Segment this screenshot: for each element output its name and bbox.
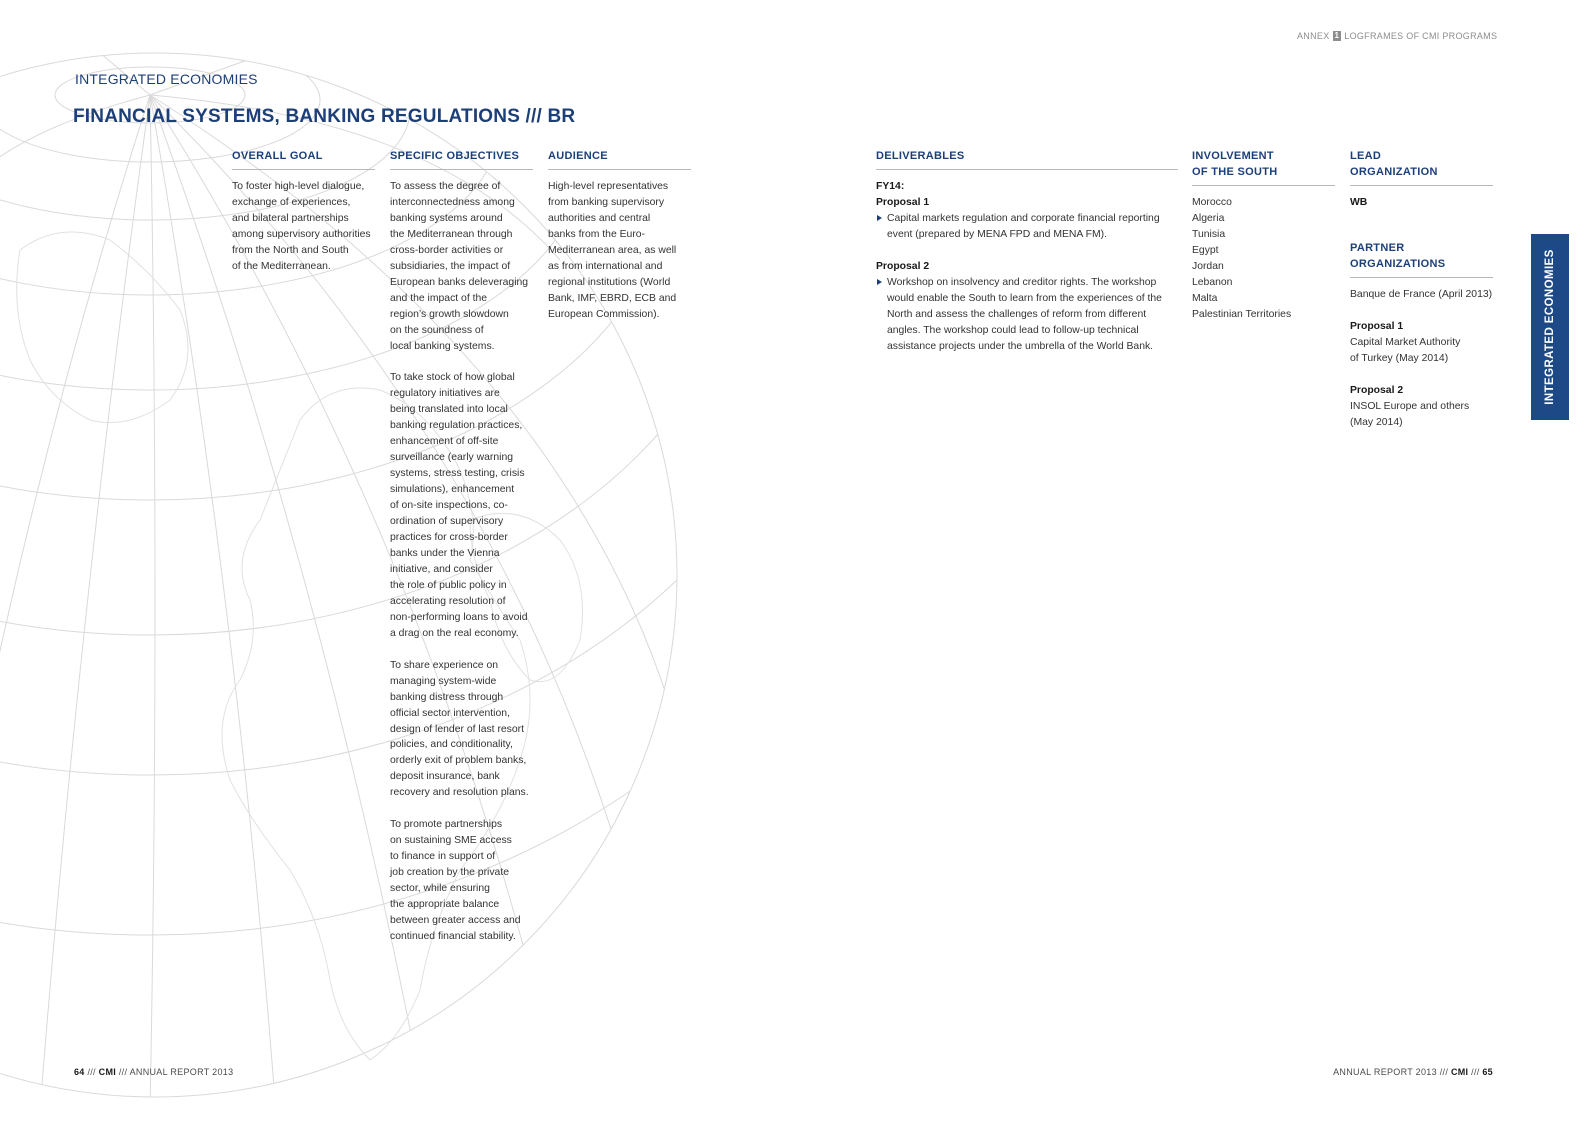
objective-line: regulatory initiatives are xyxy=(390,388,500,400)
footer-right xyxy=(1333,1067,1493,1077)
footer-page-number: 65 xyxy=(1482,1067,1493,1077)
deliverable-line: Workshop on insolvency and creditor rights. The workshop xyxy=(887,276,1157,288)
deliverable-line: angles. The workshop could lead to follow-up technical xyxy=(887,324,1139,336)
objective-line: the role of public policy in xyxy=(390,579,507,591)
country-item: Malta xyxy=(1192,292,1218,304)
objective-paragraph xyxy=(390,370,533,641)
objective-line: surveillance (early warning xyxy=(390,452,514,464)
overall-goal-line: among supervisory authorities xyxy=(232,228,371,240)
involvement-column xyxy=(1192,148,1335,323)
objective-line: and the impact of the xyxy=(390,292,488,304)
objective-line: being translated into local xyxy=(390,404,508,416)
partner-proposal-1-title: Proposal 1 xyxy=(1350,320,1404,332)
objective-paragraph xyxy=(390,179,533,354)
objective-line: ordination of supervisory xyxy=(390,516,504,528)
footer-left xyxy=(74,1067,233,1077)
overall-goal-column xyxy=(232,148,375,275)
objective-line: policies, and conditionality, xyxy=(390,739,513,751)
lead-heading-line: LEAD xyxy=(1350,150,1382,162)
audience-heading: AUDIENCE xyxy=(548,148,691,170)
footer-page-number: 64 xyxy=(74,1067,85,1077)
involvement-heading-line: INVOLVEMENT xyxy=(1192,150,1274,162)
objective-line: continued financial stability. xyxy=(390,930,516,942)
specific-objectives-column xyxy=(390,148,533,945)
footer-report: ANNUAL REPORT 2013 xyxy=(1333,1067,1437,1077)
country-item: Jordan xyxy=(1192,260,1224,272)
objective-line: subsidiaries, the impact of xyxy=(390,260,511,272)
objective-paragraph xyxy=(390,817,533,945)
objective-line: interconnectedness among xyxy=(390,196,515,208)
objective-line: job creation by the private xyxy=(390,867,509,879)
objective-line: between greater access and xyxy=(390,914,521,926)
objective-line: local banking systems. xyxy=(390,340,495,352)
partner-text: Banque de France (April 2013) xyxy=(1350,288,1493,300)
audience-line: authorities and central xyxy=(548,212,651,224)
overall-goal-line: To foster high-level dialogue, xyxy=(232,181,365,192)
footer-separator: /// xyxy=(1471,1067,1480,1077)
objective-line: recovery and resolution plans. xyxy=(390,787,529,799)
deliverable-line: assistance projects under the umbrella of the World Bank. xyxy=(887,340,1154,352)
footer-separator: /// xyxy=(1439,1067,1449,1077)
audience-line: regional institutions (World xyxy=(548,276,671,288)
deliverables-column xyxy=(876,148,1178,355)
lead-organization-column xyxy=(1350,148,1493,431)
objective-line: deposit insurance, bank xyxy=(390,771,500,783)
involvement-heading xyxy=(1192,148,1335,186)
objective-line: on the soundness of xyxy=(390,324,484,336)
side-tab xyxy=(1531,234,1569,420)
objective-line: banks under the Vienna xyxy=(390,547,500,559)
country-item: Lebanon xyxy=(1192,276,1233,288)
partner-line: of Turkey (May 2014) xyxy=(1350,352,1449,364)
partner-heading xyxy=(1350,240,1493,278)
objective-paragraph xyxy=(390,658,533,802)
objective-line: the Mediterranean through xyxy=(390,228,513,240)
objective-line: banking distress through xyxy=(390,691,504,703)
footer-brand: CMI xyxy=(98,1067,117,1077)
objective-line: cross-border activities or xyxy=(390,244,504,256)
objective-line: orderly exit of problem banks, xyxy=(390,755,527,767)
footer-separator: /// xyxy=(118,1067,128,1077)
deliverables-heading: DELIVERABLES xyxy=(876,148,1178,170)
objective-line: To assess the degree of xyxy=(390,181,501,192)
deliverable-line: Capital markets regulation and corporate financial reporting xyxy=(887,212,1160,224)
partner-line: (May 2014) xyxy=(1350,416,1403,428)
objective-line: To promote partnerships xyxy=(390,819,503,831)
country-item: Algeria xyxy=(1192,212,1225,224)
deliverable-proposal-2-title: Proposal 2 xyxy=(876,260,930,272)
deliverable-proposal-1-title: Proposal 1 xyxy=(876,196,930,208)
page-title: FINANCIAL SYSTEMS, BANKING REGULATIONS /// BR xyxy=(73,106,576,127)
specific-objectives-heading: SPECIFIC OBJECTIVES xyxy=(390,148,533,170)
objective-line: on sustaining SME access xyxy=(390,835,512,847)
objective-line: official sector intervention, xyxy=(390,707,510,719)
objective-line: practices for cross-border xyxy=(390,532,508,544)
audience-line: European Commission). xyxy=(548,308,660,320)
annex-title: LOGFRAMES OF CMI PROGRAMS xyxy=(1344,31,1498,41)
overall-goal-heading: OVERALL GOAL xyxy=(232,148,375,170)
objective-line: of on-site inspections, co- xyxy=(390,500,508,512)
country-item: Egypt xyxy=(1192,244,1219,256)
audience-line: Bank, IMF, EBRD, ECB and xyxy=(548,292,677,304)
deliverable-line: North and assess the challenges of reform from different xyxy=(887,308,1147,320)
objective-line: non-performing loans to avoid xyxy=(390,611,528,623)
deliverables-year: FY14: xyxy=(876,181,905,192)
deliverable-proposal-2 xyxy=(876,275,1178,355)
objective-line: managing system-wide xyxy=(390,675,497,687)
objective-line: enhancement of off-site xyxy=(390,436,499,448)
objective-line: sector, while ensuring xyxy=(390,883,490,895)
country-item: Palestinian Territories xyxy=(1192,308,1292,320)
involvement-heading-line: OF THE SOUTH xyxy=(1192,166,1278,178)
country-item: Morocco xyxy=(1192,197,1232,208)
deliverable-proposal-1 xyxy=(876,211,1178,243)
lead-heading-line: ORGANIZATION xyxy=(1350,166,1438,178)
objective-line: simulations), enhancement xyxy=(390,484,515,496)
partner-heading-line: PARTNER xyxy=(1350,241,1405,254)
objective-line: banking systems around xyxy=(390,212,503,224)
audience-line: banks from the Euro- xyxy=(548,228,646,240)
partner-heading-line: ORGANIZATIONS xyxy=(1350,257,1446,270)
objective-line: To take stock of how global xyxy=(390,372,515,384)
lead-value: WB xyxy=(1350,197,1368,208)
audience-column xyxy=(548,148,691,323)
objective-line: to finance in support of xyxy=(390,851,496,863)
section-label: INTEGRATED ECONOMIES xyxy=(75,71,258,87)
objective-line: To share experience on xyxy=(390,659,499,671)
footer-brand: CMI xyxy=(1450,1067,1469,1077)
deliverable-line: event (prepared by MENA FPD and MENA FM). xyxy=(887,228,1108,240)
partner-proposal-2-title: Proposal 2 xyxy=(1350,384,1404,396)
overall-goal-line: from the North and South xyxy=(232,244,349,256)
objective-line: the appropriate balance xyxy=(390,899,500,911)
footer-report: ANNUAL REPORT 2013 xyxy=(129,1067,234,1077)
annex-header xyxy=(1297,31,1497,41)
annex-prefix: ANNEX xyxy=(1297,31,1330,41)
objective-line: systems, stress testing, crisis xyxy=(390,468,525,480)
objective-line: accelerating resolution of xyxy=(390,595,506,607)
objective-line: region’s growth slowdown xyxy=(390,308,509,320)
footer-separator: /// xyxy=(87,1067,96,1077)
audience-line: High-level representatives xyxy=(548,181,669,192)
overall-goal-line: exchange of experiences, xyxy=(232,196,351,208)
country-item: Tunisia xyxy=(1192,228,1226,240)
annex-number: 1 xyxy=(1334,31,1340,40)
partner-line: Capital Market Authority xyxy=(1350,336,1461,348)
deliverable-line: would enable the South to learn from the experiences of the xyxy=(887,292,1162,304)
objective-line: European banks deleveraging xyxy=(390,276,529,288)
partner-line: INSOL Europe and others xyxy=(1350,400,1470,412)
lead-heading xyxy=(1350,148,1493,186)
side-tab-label: INTEGRATED ECONOMIES xyxy=(1544,249,1556,405)
audience-line: Mediterranean area, as well xyxy=(548,244,677,256)
audience-line: as from international and xyxy=(548,260,663,272)
overall-goal-line: of the Mediterranean. xyxy=(232,260,331,272)
objective-line: banking regulation practices, xyxy=(390,420,523,432)
objective-line: design of lender of last resort xyxy=(390,723,524,735)
audience-line: from banking supervisory xyxy=(548,196,665,208)
objective-line: a drag on the real economy. xyxy=(390,627,519,639)
objective-line: initiative, and consider xyxy=(390,563,493,575)
overall-goal-line: and bilateral partnerships xyxy=(232,212,349,224)
